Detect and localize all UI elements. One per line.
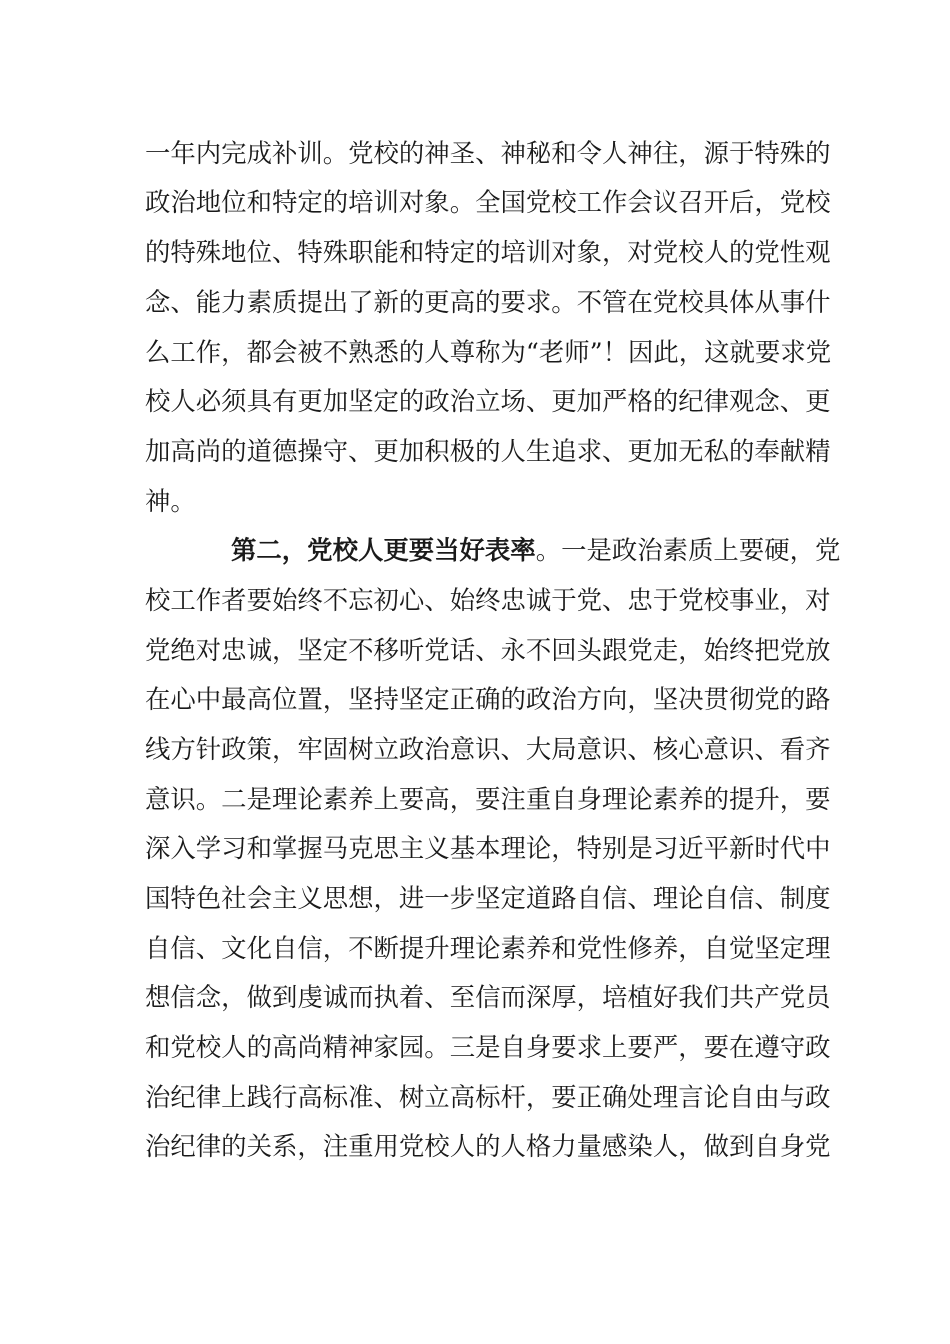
- paragraph-line: 在心中最高位置，坚持坚定正确的政治方向，坚决贯彻党的路: [145, 684, 831, 714]
- paragraph-first-line: [145, 533, 841, 567]
- paragraph-line: 政治地位和特定的培训对象。全国党校工作会议召开后，党校: [145, 187, 831, 217]
- paragraph-line: 治纪律的关系，注重用党校人的人格力量感染人，做到自身党: [145, 1131, 831, 1161]
- paragraph-line: 校工作者要始终不忘初心、始终忠诚于党、忠于党校事业，对: [145, 585, 831, 615]
- paragraph-line: 自信、文化自信，不断提升理论素养和党性修养，自觉坚定理: [145, 933, 831, 963]
- paragraph-line: 意识。二是理论素养上要高，要注重自身理论素养的提升，要: [145, 784, 831, 814]
- paragraph-line: 加高尚的道德操守、更加积极的人生追求、更加无私的奉献精: [145, 436, 831, 466]
- paragraph-line: 党绝对忠诚，坚定不移听党话、永不回头跟党走，始终把党放: [145, 635, 831, 665]
- paragraph-line-rest: 。一是政治素质上要硬，党: [535, 535, 841, 565]
- paragraph-line: 线方针政策，牢固树立政治意识、大局意识、核心意识、看齐: [145, 734, 831, 764]
- paragraph-line: 一年内完成补训。党校的神圣、神秘和令人神往，源于特殊的: [145, 138, 831, 168]
- paragraph-line: 和党校人的高尚精神家园。三是自身要求上要严，要在遵守政: [145, 1032, 831, 1062]
- paragraph-line: 想信念，做到虔诚而执着、至信而深厚，培植好我们共产党员: [145, 982, 831, 1012]
- paragraph-line: 国特色社会主义思想，进一步坚定道路自信、理论自信、制度: [145, 883, 831, 913]
- paragraph-line: 神。: [145, 486, 196, 516]
- paragraph-line: 深入学习和掌握马克思主义基本理论，特别是习近平新时代中: [145, 833, 831, 863]
- paragraph-line: 治纪律上践行高标准、树立高标杆，要正确处理言论自由与政: [145, 1082, 831, 1112]
- paragraph-line: 的特殊地位、特殊职能和特定的培训对象，对党校人的党性观: [145, 237, 831, 267]
- paragraph-line: 念、能力素质提出了新的更高的要求。不管在党校具体从事什: [145, 287, 831, 317]
- section-heading: 第二，党校人更要当好表率: [231, 535, 536, 565]
- paragraph-line: 么工作，都会被不熟悉的人尊称为“老师”！因此，这就要求党: [145, 337, 832, 367]
- paragraph-line: 校人必须具有更加坚定的政治立场、更加严格的纪律观念、更: [145, 386, 831, 416]
